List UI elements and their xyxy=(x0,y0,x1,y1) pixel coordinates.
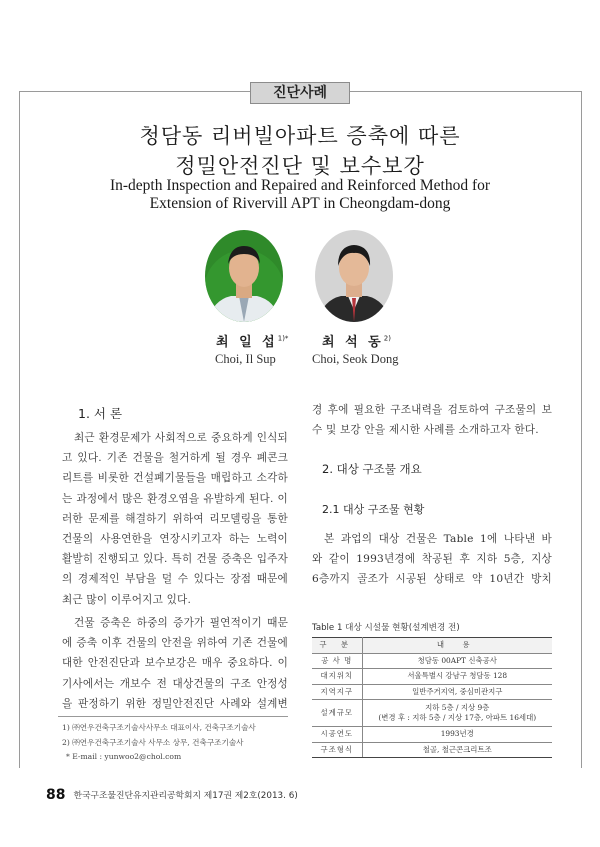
author1-affiliation-mark: 1)* xyxy=(277,334,289,343)
table-cell-key: 대지위치 xyxy=(312,669,362,685)
table-cell-value: 일반주거지역, 중심미관지구 xyxy=(362,684,552,700)
intro-paragraph-2 xyxy=(62,613,288,714)
text-line: 건물의 사용연한을 연장시키고자 하는 노력이 xyxy=(62,533,288,546)
table-cell-key: 지역지구 xyxy=(312,684,362,700)
table-cell-key: 공 사 명 xyxy=(312,653,362,669)
facility-status-table xyxy=(312,637,552,758)
table-cell-key: 시공연도 xyxy=(312,727,362,743)
text-line: 에 증축 이후 건물의 안전을 위하여 기존 건물에 xyxy=(62,637,288,650)
text-line: 경 후에 필요한 구조내력을 검토하여 구조물의 보 xyxy=(312,404,552,416)
table-cell-key: 설계규모 xyxy=(312,700,362,727)
author2-name-english: Choi, Seok Dong xyxy=(312,352,399,366)
text-line: 활발히 진행되고 있다. 특히 건물 증축은 입주자 xyxy=(62,553,288,566)
author2-affiliation-mark: 2) xyxy=(383,334,391,343)
author1-name-korean: 최 일 섭$^{1)*}$ xyxy=(216,334,289,350)
title-korean-line1: 청담동 리버빌아파트 증축에 따른 xyxy=(139,124,461,148)
table-cell-value-line: (변경 후 : 지하 5층 / 지상 17층, 아파트 16세대) xyxy=(378,713,537,722)
footnote-2: 2) ㈜연우건축구조기술사 사무소 상무, 건축구조기술사 xyxy=(62,738,244,747)
text-line: 고 있다. 기존 건물을 철거하게 될 경우 폐콘크 xyxy=(62,452,288,465)
footnote-1: 1) ㈜연우건축구조기술사사무소 대표이사, 건축구조기술사 xyxy=(62,723,256,732)
table-row xyxy=(312,653,552,669)
table-cell-value: 서울특별시 강남구 청담동 128 xyxy=(362,669,552,685)
text-line: 대한 안전진단과 보수보강은 매우 중요하다. 이 xyxy=(62,657,288,670)
table-row xyxy=(312,727,552,743)
text-line: 을 판정하기 위한 정밀안전진단 사례와 설계변 xyxy=(62,697,288,710)
journal-citation: 한국구조물진단유지관리공학회지 제17권 제2호(2013. 6) xyxy=(73,791,298,801)
page-number: 88 xyxy=(46,787,66,803)
footnote-separator xyxy=(58,716,288,717)
text-line: 최근 많이 이루어지고 있다. xyxy=(62,593,192,606)
table-cell-value: 청담동 00APT 신축공사 xyxy=(362,653,552,669)
text-line: 건물 증축은 하중의 증가가 필연적이기 때문 xyxy=(74,617,288,629)
table-row xyxy=(312,742,552,758)
table-row xyxy=(312,669,552,685)
table-row xyxy=(312,684,552,700)
text-line: 의 경제적인 부담을 덜 수 있다는 장점 때문에 xyxy=(62,573,288,586)
title-korean-line2: 정밀안전진단 및 보수보강 xyxy=(175,154,425,178)
text-line: 리트를 비롯한 건설폐기물들을 매립하고 소각하 xyxy=(62,472,288,485)
text-line: 최근 환경문제가 사회적으로 중요하게 인식되 xyxy=(74,432,288,444)
table-cell-value: 1993년경 xyxy=(362,727,552,743)
section-heading-structure-overview: 2. 대상 구조물 개요 xyxy=(322,462,422,476)
intro-paragraph-2-continued xyxy=(312,400,552,440)
text-line: 기사에서는 개보수 전 대상건물의 구조 안정성 xyxy=(62,677,288,690)
section-heading-introduction: 1. 서 론 xyxy=(78,406,123,421)
author2-name-korean: 최 석 동$^{2)}$ xyxy=(322,334,391,350)
page-footer xyxy=(46,787,298,803)
text-line: 러한 문제를 해결하기 위하여 리모델링을 통한 xyxy=(62,512,288,525)
text-line: 본 과업의 대상 건물은 Table 1에 나타낸 바 xyxy=(324,533,552,545)
table-header-content: 내 용 xyxy=(362,638,552,654)
structure-paragraph xyxy=(312,529,552,590)
table-row xyxy=(312,700,552,727)
section-badge: 진단사례 xyxy=(250,82,350,104)
author-photo-choi-il-sup xyxy=(205,230,283,322)
table-cell-value-line: 지하 5층 / 지상 9층 xyxy=(425,703,490,712)
text-line: 는 과정에서 많은 환경오염을 유발하게 된다. 이 xyxy=(62,492,288,505)
subsection-heading-structure-status: 2.1 대상 구조물 현황 xyxy=(322,503,425,516)
text-line: 와 같이 1993년경에 착공된 후 지하 5층, 지상 xyxy=(312,553,552,566)
table-caption: Table 1 대상 시설물 현황(설계변경 전) xyxy=(312,623,460,633)
table-cell-value xyxy=(362,700,552,727)
title-english-line1: In-depth Inspection and Repaired and Reinforced Method for xyxy=(109,177,491,194)
author-photo-choi-seok-dong xyxy=(315,230,393,322)
intro-paragraph-1 xyxy=(62,428,288,610)
title-english-line2: Extension of Rivervill APT in Cheongdam-dong xyxy=(149,195,451,212)
footnote-email: * E-mail : yunwoo2@chol.com xyxy=(66,752,182,761)
text-line: 수 및 보강 안을 제시한 사례를 소개하고자 한다. xyxy=(312,424,539,437)
table-header-category: 구 분 xyxy=(312,638,362,654)
author1-name-english: Choi, Il Sup xyxy=(215,352,276,366)
table-cell-key: 구조형식 xyxy=(312,742,362,758)
text-line: 6층까지 골조가 시공된 상태로 약 10년간 방치 xyxy=(312,573,552,586)
table-cell-value: 철골, 철근콘크리트조 xyxy=(362,742,552,758)
